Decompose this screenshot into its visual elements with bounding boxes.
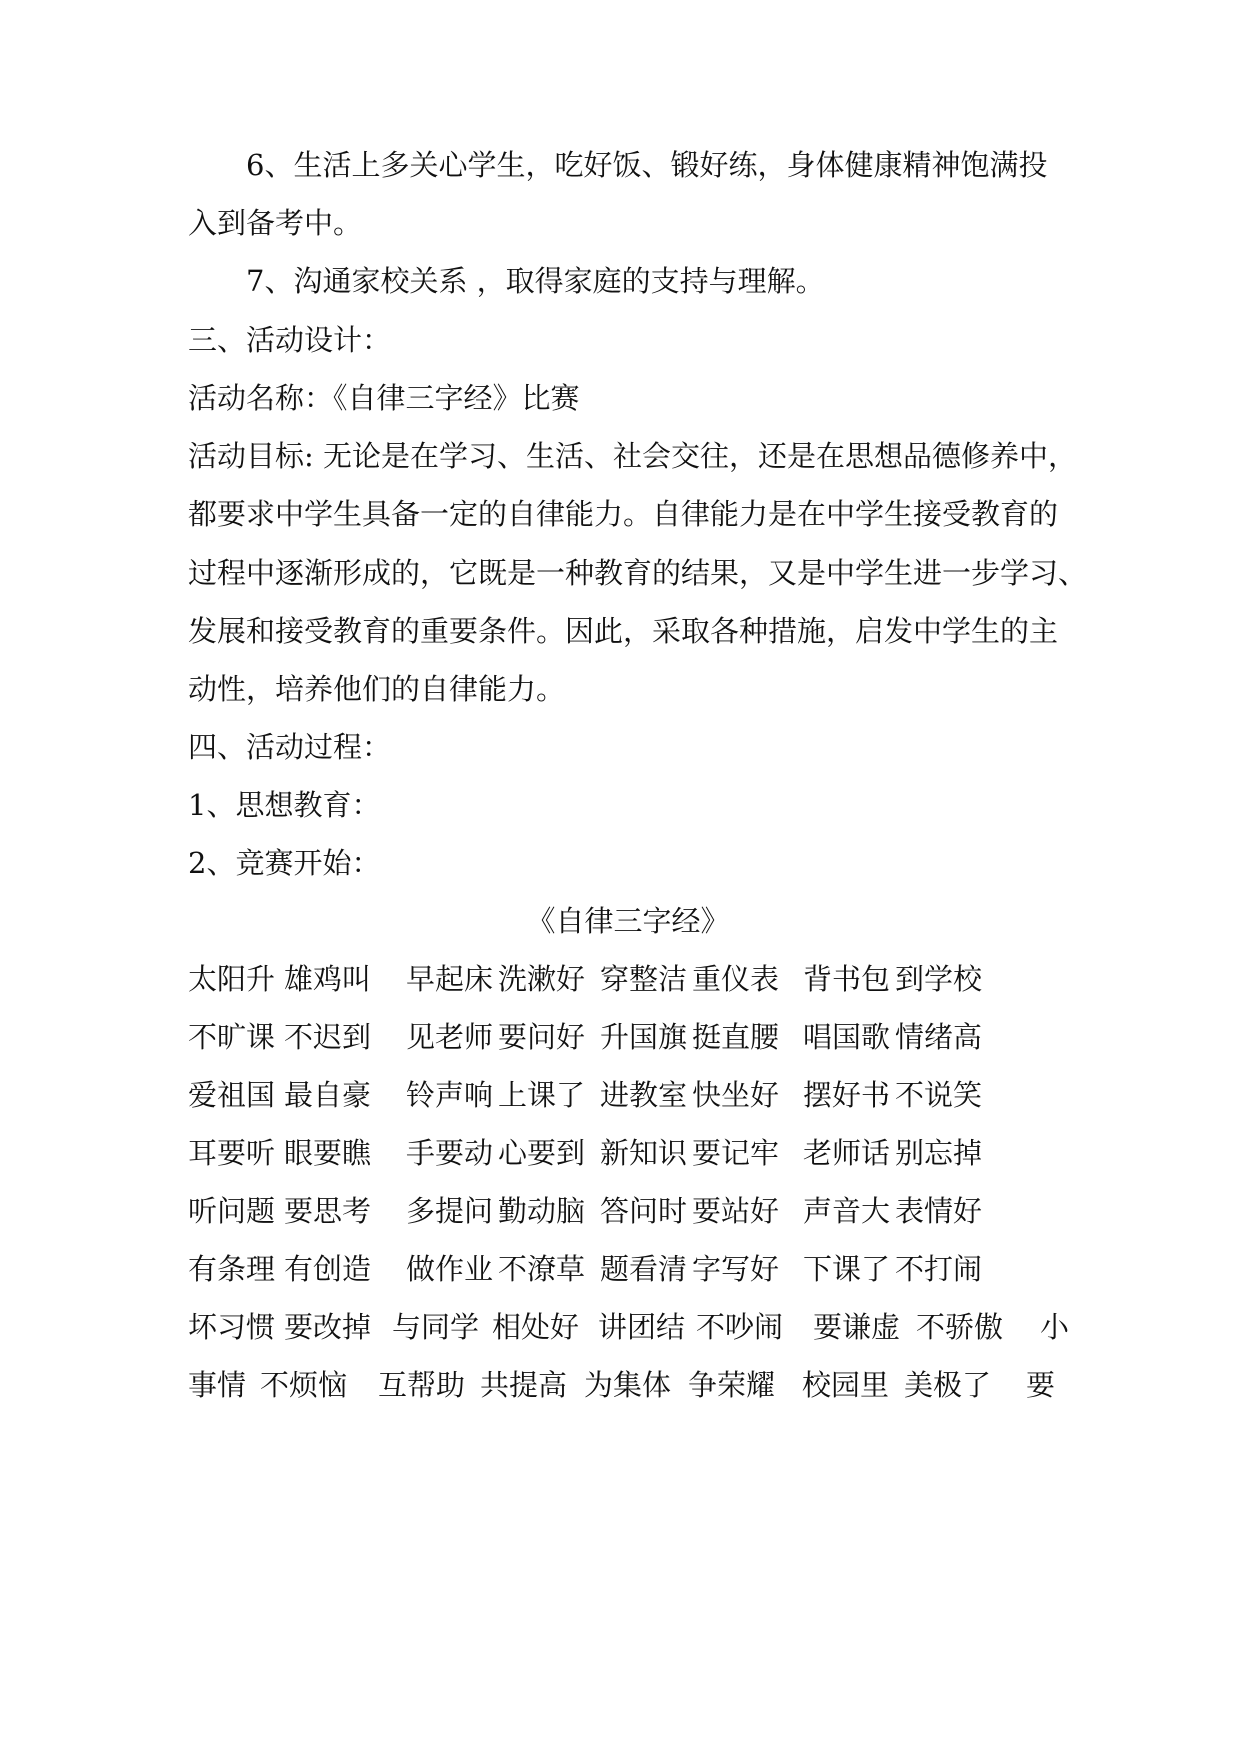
poem-phrase: 见老师: [406, 1020, 494, 1054]
section-4-heading: 四、活动过程：: [188, 730, 392, 764]
poem-phrase: 表情好: [895, 1194, 983, 1228]
poem-phrase: 不迟到: [284, 1020, 372, 1054]
poem-phrase: 新知识: [600, 1136, 688, 1170]
poem-phrase: 听问题: [188, 1194, 276, 1228]
poem-phrase: 事情: [188, 1368, 247, 1402]
poem-title: 《自律三字经》: [526, 904, 730, 938]
poem-phrase: 多提问: [406, 1194, 494, 1228]
poem-phrase: 铃声响: [406, 1078, 494, 1112]
poem-phrase: 校园里: [802, 1368, 890, 1402]
poem-phrase: 太阳升: [188, 962, 276, 996]
poem-phrase: 快坐好: [692, 1078, 780, 1112]
poem-phrase: 字写好: [692, 1252, 780, 1286]
poem-phrase: 要记牢: [692, 1136, 780, 1170]
poem-row: [188, 959, 1068, 999]
poem-phrase: 美极了: [904, 1368, 992, 1402]
poem-phrase: 早起床: [406, 962, 494, 996]
poem-phrase: 不打闹: [895, 1252, 983, 1286]
poem-phrase: 到学校: [895, 962, 983, 996]
activity-name: 活动名称：《自律三字经》比赛: [188, 381, 580, 415]
poem-phrase: 声音大: [803, 1194, 891, 1228]
poem-phrase: 要站好: [692, 1194, 780, 1228]
poem-phrase: 别忘掉: [895, 1136, 983, 1170]
activity-goal-line-5: 动性，培养他们的自律能力。: [188, 672, 566, 706]
poem-phrase: 不烦恼: [260, 1368, 348, 1402]
poem-phrase: 题看清: [600, 1252, 688, 1286]
poem-phrase: 上课了: [498, 1078, 586, 1112]
poem-phrase: 升国旗: [600, 1020, 688, 1054]
poem-phrase: 洗漱好: [498, 962, 586, 996]
poem-phrase: 不说笑: [895, 1078, 983, 1112]
poem-phrase: 唱国歌: [803, 1020, 891, 1054]
poem-phrase: 挺直腰: [692, 1020, 780, 1054]
poem-phrase: 爱祖国: [188, 1078, 276, 1112]
poem-phrase: 勤动脑: [498, 1194, 586, 1228]
poem-phrase: 最自豪: [284, 1078, 372, 1112]
poem-phrase: 穿整洁: [600, 962, 688, 996]
poem-row: [188, 1249, 1068, 1289]
poem-row: [188, 1365, 1068, 1405]
poem-phrase: 不旷课: [188, 1020, 276, 1054]
poem-phrase: 小: [1040, 1310, 1070, 1344]
poem-phrase: 要改掉: [284, 1310, 372, 1344]
poem-phrase: 耳要听: [188, 1136, 276, 1170]
poem-row: [188, 1133, 1068, 1173]
poem-row: [188, 1017, 1068, 1057]
poem-phrase: 要问好: [498, 1020, 586, 1054]
poem-phrase: 下课了: [803, 1252, 891, 1286]
poem-phrase: 重仪表: [692, 962, 780, 996]
poem-phrase: 有创造: [284, 1252, 372, 1286]
paragraph-7: 7、沟通家校关系 ，取得家庭的支持与理解。: [246, 264, 825, 298]
poem-phrase: 与同学: [392, 1310, 480, 1344]
poem-phrase: 背书包: [803, 962, 891, 996]
activity-goal-line-1: 活动目标: 无论是在学习、生活、社会交往，还是在思想品德修养中，: [188, 439, 1077, 473]
poem-phrase: 不骄傲: [916, 1310, 1004, 1344]
poem-phrase: 要: [1026, 1368, 1056, 1402]
step-1: 1、思想教育：: [188, 788, 381, 822]
poem-phrase: 摆好书: [803, 1078, 891, 1112]
poem-row: [188, 1191, 1068, 1231]
poem-phrase: 老师话: [803, 1136, 891, 1170]
poem-phrase: 共提高: [480, 1368, 568, 1402]
poem-phrase: 有条理: [188, 1252, 276, 1286]
activity-goal-line-3: 过程中逐渐形成的，它既是一种教育的结果，又是中学生进一步学习、: [188, 556, 1088, 590]
poem-phrase: 情绪高: [895, 1020, 983, 1054]
section-3-heading: 三、活动设计：: [188, 323, 392, 357]
poem-phrase: 相处好: [492, 1310, 580, 1344]
poem-phrase: 答问时: [600, 1194, 688, 1228]
poem-phrase: 为集体: [584, 1368, 672, 1402]
poem-phrase: 眼要瞧: [284, 1136, 372, 1170]
paragraph-6-line-1: 6、生活上多关心学生，吃好饭、锻好练，身体健康精神饱满投: [246, 148, 1048, 182]
poem-phrase: 要谦虚: [813, 1310, 901, 1344]
poem-phrase: 要思考: [284, 1194, 372, 1228]
poem-phrase: 心要到: [498, 1136, 586, 1170]
poem-row: [188, 1307, 1068, 1347]
step-2: 2、竞赛开始：: [188, 846, 381, 880]
paragraph-6-line-2: 入到备考中。: [188, 206, 363, 240]
poem-row: [188, 1075, 1068, 1115]
activity-goal-line-4: 发展和接受教育的重要条件。因此，采取各种措施，启发中学生的主: [188, 614, 1059, 648]
poem-phrase: 做作业: [406, 1252, 494, 1286]
poem-phrase: 讲团结: [598, 1310, 686, 1344]
poem-phrase: 互帮助: [378, 1368, 466, 1402]
poem-phrase: 争荣耀: [688, 1368, 776, 1402]
poem-phrase: 坏习惯: [188, 1310, 276, 1344]
poem-phrase: 不潦草: [498, 1252, 586, 1286]
poem-phrase: 进教室: [600, 1078, 688, 1112]
poem-phrase: 不吵闹: [696, 1310, 784, 1344]
poem-phrase: 雄鸡叫: [284, 962, 372, 996]
activity-goal-line-2: 都要求中学生具备一定的自律能力。自律能力是在中学生接受教育的: [188, 497, 1059, 531]
poem-phrase: 手要动: [406, 1136, 494, 1170]
